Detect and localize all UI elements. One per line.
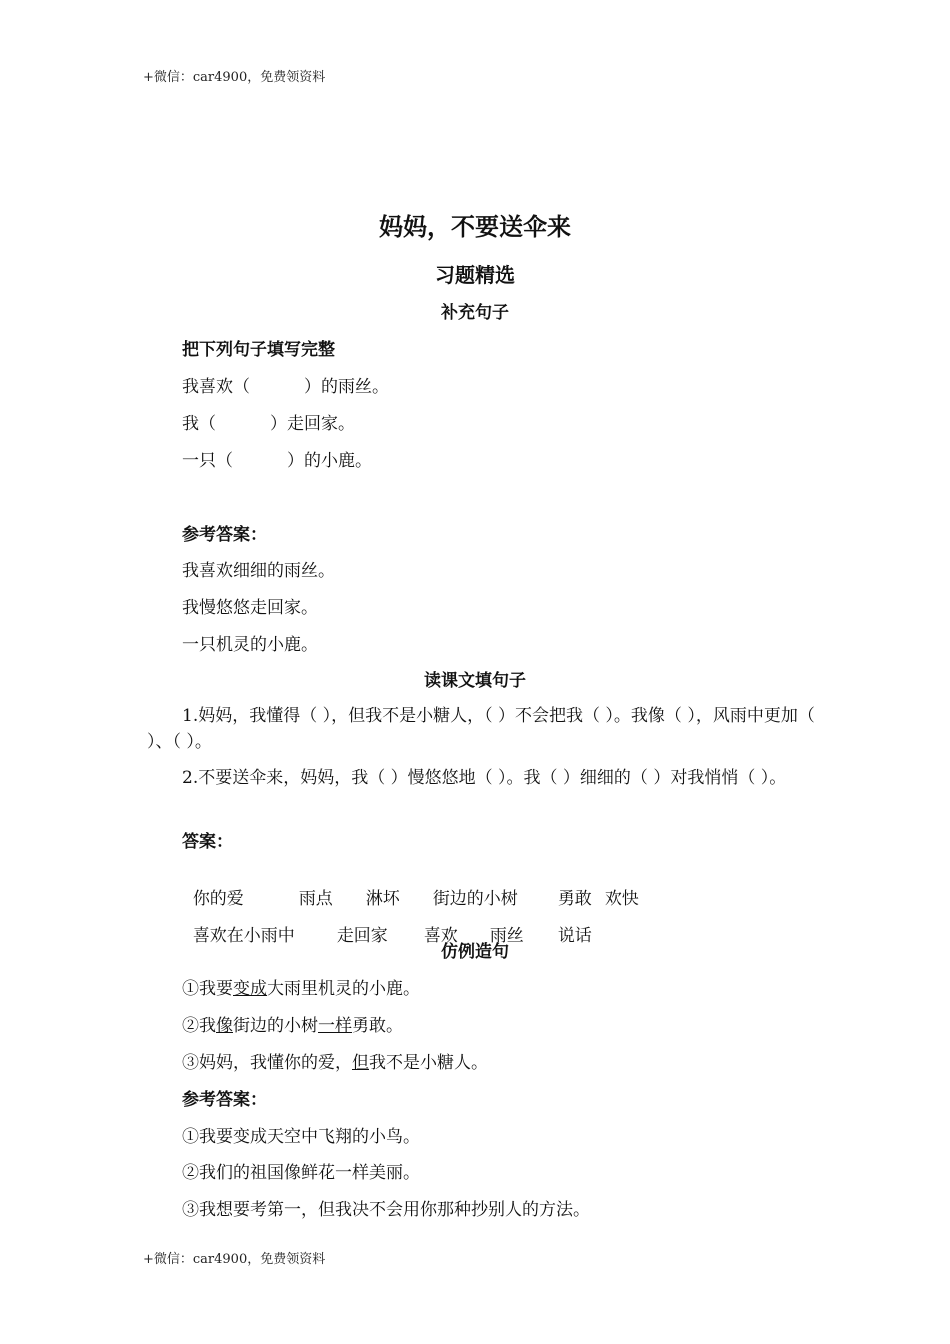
example-text: 我不是小糖人。 <box>369 1053 488 1073</box>
underlined-word: 像 <box>216 1016 233 1036</box>
section-heading-imitation: 仿例造句 <box>441 942 509 962</box>
subtitle: 习题精选 <box>435 263 515 287</box>
answer-word: 淋坏 <box>365 889 400 909</box>
example-text: ①我要 <box>182 979 233 999</box>
example-text: 街边的小树 <box>233 1016 318 1036</box>
section-heading-complete-sentences: 补充句子 <box>441 303 509 323</box>
answer-word: 说话 <box>557 926 592 946</box>
fill-paragraph-1: 1.妈妈，我懂得（ ），但我不是小糖人，（ ）不会把我（ ）。我像（ ），风雨中更加（ ）、（ ）。 <box>147 706 815 752</box>
answer-1: 我喜欢细细的雨丝。 <box>182 561 335 581</box>
answer-3: 一只机灵的小鹿。 <box>182 635 318 655</box>
answer-label: 参考答案： <box>182 525 267 545</box>
example-1 <box>182 974 420 999</box>
answer-word: 雨丝 <box>489 926 524 946</box>
section-heading-fill-text: 读课文填句子 <box>424 671 526 691</box>
answer-label: 参考答案： <box>182 1090 267 1110</box>
example-3 <box>182 1048 488 1073</box>
example-text: 勇敢。 <box>352 1016 403 1036</box>
answer-word: 街边的小树 <box>432 889 518 909</box>
question-3: 一只（ ）的小鹿。 <box>182 451 373 471</box>
example-text: 大雨里机灵的小鹿。 <box>267 979 420 999</box>
question-1: 我喜欢（ ）的雨丝。 <box>182 377 390 397</box>
answer-2: ②我们的祖国像鲜花一样美丽。 <box>182 1163 420 1183</box>
underlined-word: 但 <box>352 1053 369 1073</box>
example-text: ②我 <box>182 1016 216 1036</box>
fill-paragraph-2: 2.不要送伞来，妈妈，我（ ）慢悠悠地（ ）。我（ ）细细的（ ）对我悄悄（ ）。 <box>182 768 787 788</box>
answer-word: 勇敢 <box>557 889 592 909</box>
question-2: 我（ ）走回家。 <box>182 414 356 434</box>
answer-word: 走回家 <box>336 926 388 946</box>
answer-word: 欢快 <box>604 889 639 909</box>
answer-word: 雨点 <box>298 889 333 909</box>
answer-2: 我慢悠悠走回家。 <box>182 598 318 618</box>
instruction: 把下列句子填写完整 <box>182 340 335 360</box>
underlined-word: 一样 <box>318 1016 352 1036</box>
answer-label: 答案： <box>182 832 233 852</box>
document-title: 妈妈，不要送伞来 <box>379 213 571 241</box>
example-2 <box>182 1011 403 1036</box>
underlined-word: 变成 <box>233 979 267 999</box>
answer-word: 喜欢在小雨中 <box>192 926 295 946</box>
footer-note: +微信：car4900，免费领资料 <box>143 1252 326 1267</box>
example-text: ③妈妈，我懂你的爱， <box>182 1053 352 1073</box>
answer-3: ③我想要考第一，但我决不会用你那种抄别人的方法。 <box>182 1200 590 1220</box>
header-note: +微信：car4900，免费领资料 <box>143 70 326 85</box>
answer-word: 喜欢 <box>423 926 458 946</box>
answer-word: 你的爱 <box>192 889 244 909</box>
answer-1: ①我要变成天空中飞翔的小鸟。 <box>182 1127 420 1147</box>
